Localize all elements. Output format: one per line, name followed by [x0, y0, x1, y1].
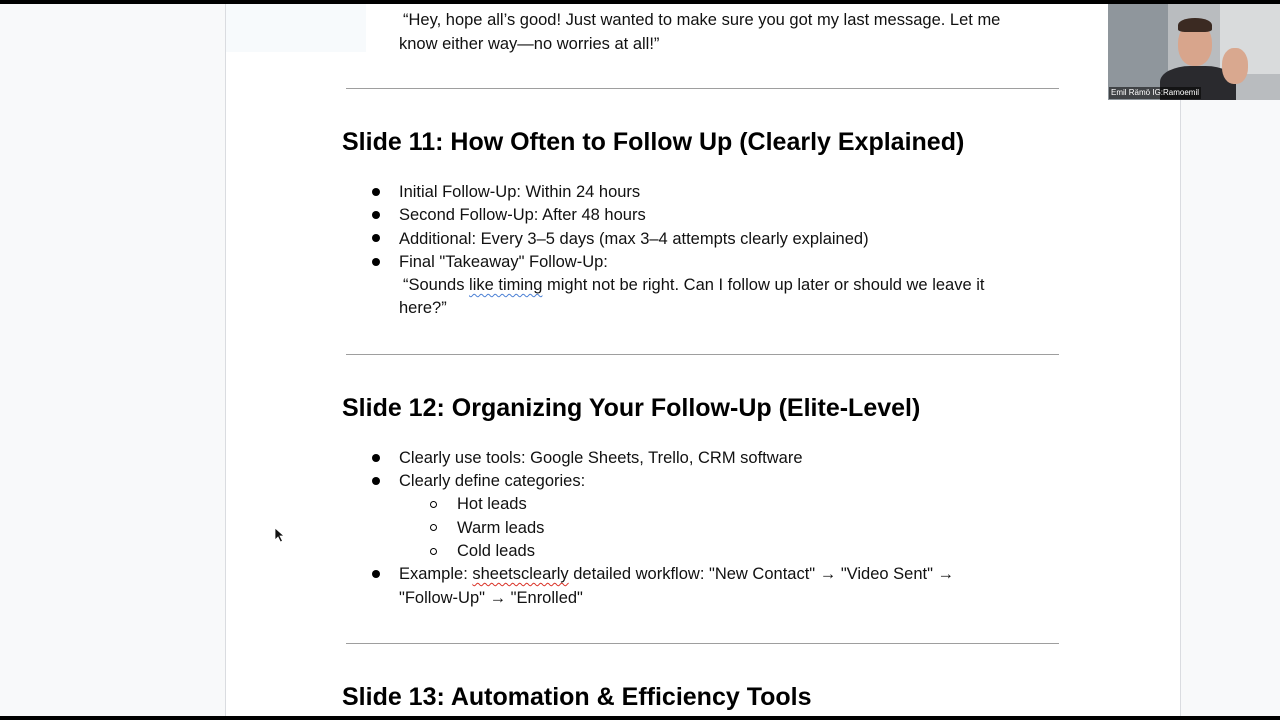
slide-12-item-1: Clearly use tools: Google Sheets, Trello, CRM software	[399, 449, 803, 467]
bullet-icon	[372, 211, 380, 219]
slide-13-heading: Slide 13: Automation & Efficiency Tools	[342, 683, 812, 711]
bullet-icon	[372, 570, 380, 578]
horizontal-rule	[346, 643, 1059, 644]
top-quote-line-1: “Hey, hope all’s good! Just wanted to make sure you got my last message. Let me	[403, 11, 1001, 29]
mouse-cursor-icon	[274, 527, 286, 543]
circle-bullet-icon	[430, 548, 437, 555]
webcam-caption: Emil Rämö IG:Ramoemil	[1111, 88, 1200, 97]
grammar-suggestion[interactable]: like timing	[469, 276, 543, 294]
quote-text: might not be right. Can I follow up later or should we leave it	[542, 276, 985, 294]
circle-bullet-icon	[430, 524, 437, 531]
circle-bullet-icon	[430, 501, 437, 508]
slide-11-item-1: Initial Follow-Up: Within 24 hours	[399, 183, 641, 201]
webcam-overlay	[1108, 4, 1280, 100]
selection-highlight	[226, 4, 366, 52]
horizontal-rule	[346, 88, 1059, 89]
bullet-icon	[372, 454, 380, 462]
document-page[interactable]	[225, 4, 1181, 716]
slide-12-heading: Slide 12: Organizing Your Follow-Up (Elite-Level)	[342, 394, 921, 422]
presenter-hand	[1222, 48, 1248, 84]
top-quote-line-2: know either way—no worries at all!”	[399, 35, 660, 53]
example-text: Example:	[399, 565, 473, 583]
slide-12-item-2: Clearly define categories:	[399, 472, 586, 490]
slide-11-quote-line-2: here?”	[399, 299, 447, 317]
slide-12-example-line-2: "Follow-Up" → "Enrolled"	[399, 589, 583, 607]
slide-11-heading: Slide 11: How Often to Follow Up (Clearly Explained)	[342, 128, 965, 156]
docs-canvas[interactable]	[0, 4, 1280, 716]
quote-text: “Sounds	[403, 276, 470, 294]
spelling-error[interactable]: sheetsclearly	[472, 565, 569, 583]
webcam-background	[1108, 4, 1168, 100]
bullet-icon	[372, 188, 380, 196]
bullet-icon	[372, 234, 380, 242]
slide-11-item-4: Final "Takeaway" Follow-Up:	[399, 253, 608, 271]
bullet-icon	[372, 258, 380, 266]
slide-11-item-2: Second Follow-Up: After 48 hours	[399, 206, 646, 224]
horizontal-rule	[346, 354, 1059, 355]
slide-12-sub-item-1: Hot leads	[457, 495, 527, 513]
slide-12-sub-item-3: Cold leads	[457, 542, 535, 560]
slide-12-example-line-1	[399, 564, 954, 584]
slide-12-sub-item-2: Warm leads	[457, 519, 545, 537]
bullet-icon	[372, 477, 380, 485]
presenter-hair	[1178, 18, 1212, 32]
slide-11-item-3: Additional: Every 3–5 days (max 3–4 attempts clearly explained)	[399, 230, 869, 248]
slide-11-quote-line-1	[403, 275, 984, 295]
example-text: detailed workflow: "New Contact" → "Video Sent" →	[568, 565, 955, 583]
